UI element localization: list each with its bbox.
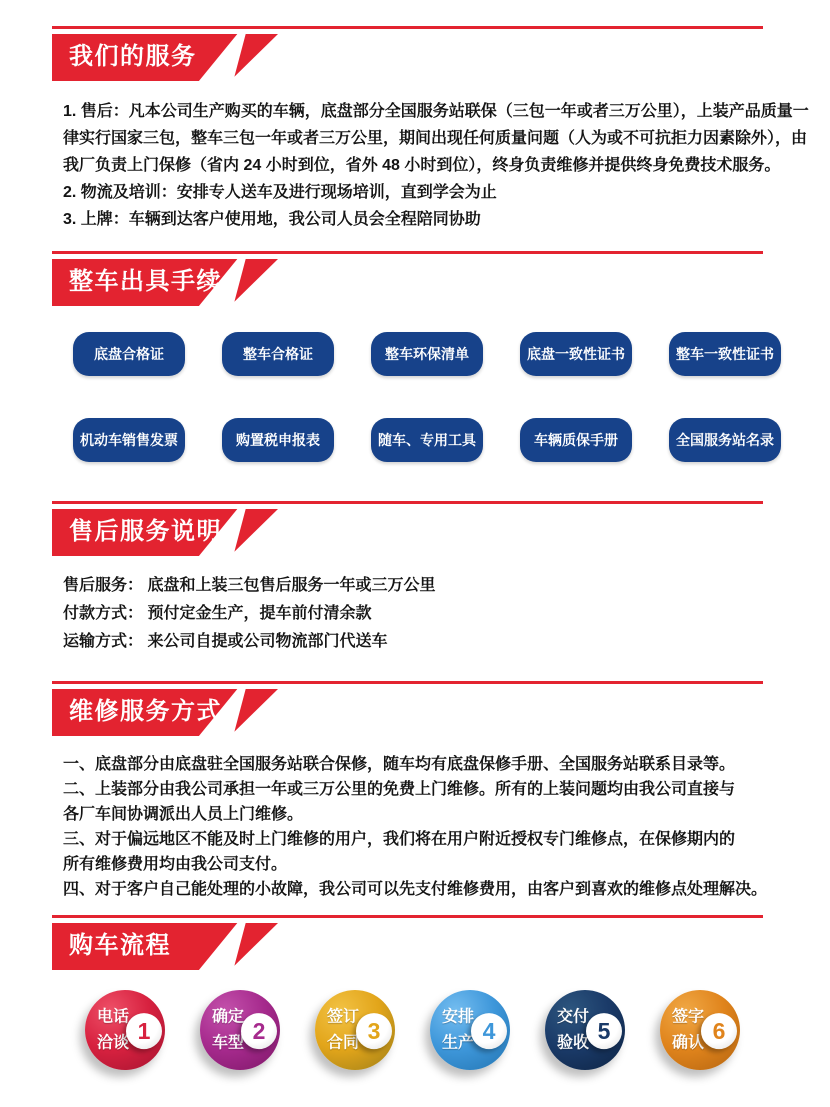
badge-chassis-consistency-cert: 底盘一致性证书 (520, 332, 632, 376)
step-number-badge: 3 (356, 1013, 392, 1049)
step-sign-contract (315, 990, 395, 1070)
paperwork-badge-row-1 (73, 332, 830, 376)
badge-emission-list: 整车环保清单 (371, 332, 483, 376)
body-text-line: 二、上装部分由我公司承担一年或三万公里的免费上门维修。所有的上装问题均由我公司直接与 (63, 781, 736, 798)
step-label: 交付 验收 (557, 1008, 590, 1051)
section-title: 整车出具手续 (69, 268, 222, 295)
step-label: 签字 确认 (672, 1008, 705, 1051)
badge-vehicle-consistency-cert: 整车一致性证书 (669, 332, 781, 376)
badge-warranty-manual: 车辆质保手册 (520, 418, 632, 462)
section-divider (52, 681, 763, 684)
section-divider (52, 915, 763, 918)
step-label: 签订 合同 (327, 1008, 360, 1051)
section-banner-aftersales (52, 509, 278, 556)
section-divider (52, 501, 763, 504)
step-phone-consult (85, 990, 165, 1070)
step-delivery-acceptance (545, 990, 625, 1070)
body-text-line: 付款方式： 预付定金生产，提车前付清余款 (63, 605, 372, 622)
section-banner-repair (52, 689, 278, 736)
body-text-line: 三、对于偏远地区不能及时上门维修的用户，我们将在用户附近授权专门维修点，在保修期内的 (63, 831, 736, 848)
body-text-line: 运输方式： 来公司自提或公司物流部门代送车 (63, 633, 388, 650)
step-label: 安排 生产 (442, 1008, 475, 1051)
body-text-line: 各厂车间协调派出人员上门维修。 (63, 806, 304, 823)
section-banner-paperwork (52, 259, 278, 306)
body-text-line: 售后服务： 底盘和上装三包售后服务一年或三万公里 (63, 577, 436, 594)
step-confirm-model (200, 990, 280, 1070)
body-text-line: 四、对于客户自己能处理的小故障，我公司可以先支付维修费用，由客户到喜欢的维修点处理解决。 (63, 881, 768, 898)
section-divider (52, 251, 763, 254)
step-arrange-production (430, 990, 510, 1070)
badge-onboard-tools: 随车、专用工具 (371, 418, 483, 462)
step-number-badge: 1 (126, 1013, 162, 1049)
badge-purchase-tax-form: 购置税申报表 (222, 418, 334, 462)
repair-text-block (63, 752, 774, 902)
section-title: 我们的服务 (69, 43, 197, 70)
badge-vehicle-certificate: 整车合格证 (222, 332, 334, 376)
services-text-block (63, 98, 809, 233)
badge-sales-invoice: 机动车销售发票 (73, 418, 185, 462)
step-label: 电话 洽谈 (97, 1008, 130, 1051)
aftersales-text-block (63, 572, 774, 656)
step-number-badge: 6 (701, 1013, 737, 1049)
body-text-line: 一、底盘部分由底盘驻全国服务站联合保修，随车均有底盘保修手册、全国服务站联系目录等。 (63, 756, 736, 773)
section-divider (52, 26, 763, 29)
section-title: 售后服务说明 (69, 518, 222, 545)
section-title: 维修服务方式 (69, 698, 222, 725)
body-text-line: 所有维修费用均由我公司支付。 (63, 856, 288, 873)
body-text-line: 我厂负责上门保修（省内 24 小时到位，省外 48 小时到位），终身负责维修并提供终身免费技术服务。 (63, 157, 781, 174)
body-text-line: 3. 上牌：车辆到达客户使用地，我公司人员会全程陪同协助 (63, 211, 481, 228)
step-number-badge: 5 (586, 1013, 622, 1049)
body-text-line: 律实行国家三包，整车三包一年或者三万公里，期间出现任何质量问题（人为或不可抗拒力因素除外），由 (63, 130, 808, 147)
step-number-badge: 4 (471, 1013, 507, 1049)
section-title: 购车流程 (69, 932, 171, 959)
section-banner-our-services (52, 34, 278, 81)
body-text-line: 1. 售后：凡本公司生产购买的车辆，底盘部分全国服务站联保（三包一年或者三万公里），上装产品质量一 (63, 103, 809, 120)
badge-chassis-certificate: 底盘合格证 (73, 332, 185, 376)
section-banner-process (52, 923, 278, 970)
body-text-line: 2. 物流及培训：安排专人送车及进行现场培训，直到学会为止 (63, 184, 497, 201)
step-label: 确定 车型 (212, 1008, 245, 1051)
paperwork-badge-row-2 (73, 418, 830, 462)
purchase-process-steps (85, 990, 830, 1070)
step-number-badge: 2 (241, 1013, 277, 1049)
badge-service-station-directory: 全国服务站名录 (669, 418, 781, 462)
step-sign-confirm (660, 990, 740, 1070)
